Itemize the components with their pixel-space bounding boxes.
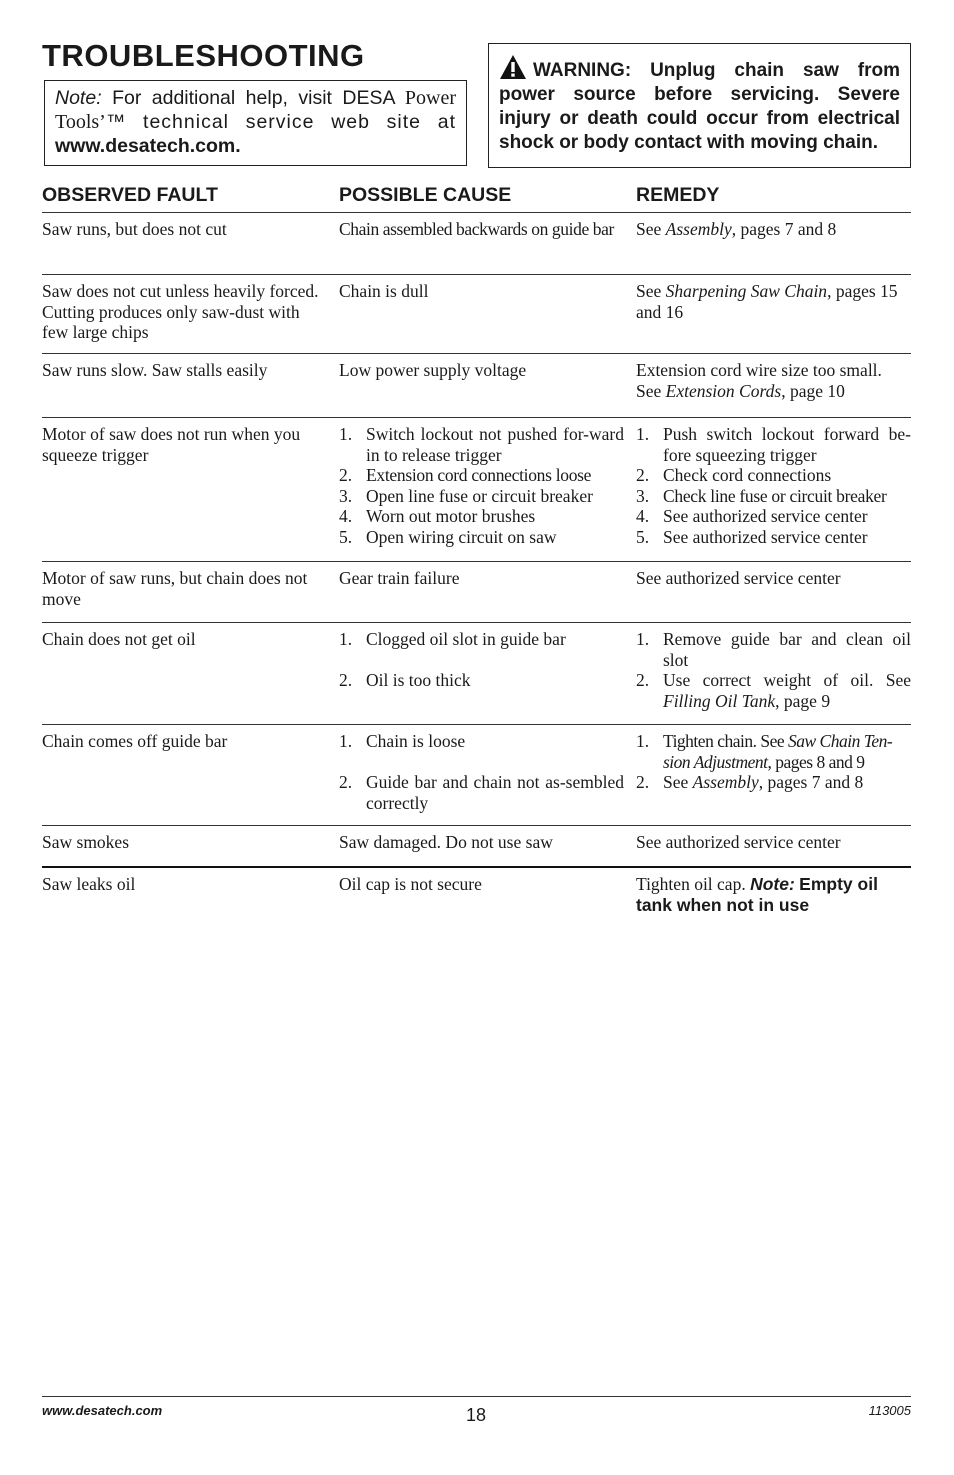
footer-divider bbox=[42, 1396, 911, 1397]
header-possible-cause: POSSIBLE CAUSE bbox=[339, 184, 512, 206]
list-item: 1. Remove guide bar and clean oil slot bbox=[636, 629, 911, 670]
list-item: 5. See authorized service center bbox=[636, 526, 868, 547]
warning-box bbox=[488, 43, 911, 168]
list-item: 2. Use correct weight of oil. See Filling Oil Tank, page 9 bbox=[636, 670, 911, 711]
help-note-box bbox=[44, 80, 467, 166]
list-item: 2. Guide bar and chain not as-sembled correctly bbox=[339, 772, 624, 813]
table-row bbox=[42, 868, 911, 920]
note-brand: Power Tools’ bbox=[55, 87, 457, 133]
table-row bbox=[42, 213, 911, 275]
cause-cell bbox=[339, 629, 636, 724]
table-header-row bbox=[42, 178, 911, 213]
warning-text: WARNING: Unplug chain saw from power source before servicing. Severe injury or death could occur from electrical shock or body contact with moving chain. bbox=[499, 60, 900, 153]
table-row bbox=[42, 275, 911, 354]
table-row bbox=[42, 562, 911, 623]
table-row bbox=[42, 354, 911, 418]
remedy-cell: See Assembly, pages 7 and 8 bbox=[636, 219, 837, 239]
troubleshooting-table bbox=[42, 178, 911, 920]
page-number: 18 bbox=[466, 1405, 487, 1425]
fault-cell: Motor of saw runs, but chain does not move bbox=[42, 568, 308, 609]
table-row bbox=[42, 623, 911, 725]
cause-cell: Oil cap is not secure bbox=[339, 874, 482, 894]
remedy-cell bbox=[636, 629, 911, 724]
warning-triangle-icon bbox=[499, 54, 527, 80]
list-item: 4. Worn out motor brushes bbox=[339, 506, 536, 526]
cause-cell: Chain assembled backwards on guide bar bbox=[339, 219, 614, 239]
fault-cell: Saw leaks oil bbox=[42, 874, 136, 894]
list-item: 5. Open wiring circuit on saw bbox=[339, 526, 557, 547]
note-text-after: ™ technical service web site at bbox=[105, 111, 456, 133]
list-item: 2. Check cord connections bbox=[636, 465, 832, 485]
list-item: 1. Switch lockout not pushed for-ward in to release trigger bbox=[339, 424, 624, 465]
list-item: 2. Oil is too thick bbox=[339, 670, 471, 690]
list-item: 1. Chain is loose bbox=[339, 731, 466, 751]
header-remedy: REMEDY bbox=[636, 184, 720, 206]
header-observed-fault: OBSERVED FAULT bbox=[42, 184, 218, 206]
list-item: 3. Open line fuse or circuit breaker bbox=[339, 485, 593, 506]
cause-cell bbox=[339, 731, 636, 825]
fault-cell: Chain comes off guide bar bbox=[42, 731, 228, 751]
cause-cell: Saw damaged. Do not use saw bbox=[339, 832, 553, 852]
remedy-cell bbox=[636, 731, 911, 825]
list-item: 1. Clogged oil slot in guide bar bbox=[339, 629, 566, 649]
remedy-cell: See Sharpening Saw Chain, pages 15 and 16 bbox=[636, 281, 898, 322]
list-item: 3. Check line fuse or circuit breaker bbox=[636, 485, 887, 506]
document-number: 113005 bbox=[868, 1403, 911, 1418]
fault-cell: Saw runs, but does not cut bbox=[42, 219, 227, 239]
table-row bbox=[42, 725, 911, 826]
fault-cell: Saw runs slow. Saw stalls easily bbox=[42, 360, 268, 380]
list-item: 2. Extension cord connections loose bbox=[339, 465, 592, 485]
table-row bbox=[42, 418, 911, 562]
remedy-cell: See authorized service center bbox=[636, 568, 841, 588]
list-item: 1. Push switch lockout forward be-fore squeezing trigger bbox=[636, 424, 911, 465]
note-text: For additional help, visit DESA bbox=[112, 87, 395, 109]
fault-cell: Chain does not get oil bbox=[42, 629, 196, 649]
remedy-cell bbox=[636, 424, 911, 561]
list-item: 2. See Assembly, pages 7 and 8 bbox=[636, 772, 864, 792]
cause-cell: Chain is dull bbox=[339, 281, 429, 301]
service-website-link[interactable]: www.desatech.com. bbox=[55, 135, 241, 157]
remedy-cell: See authorized service center bbox=[636, 832, 841, 852]
cause-cell: Gear train failure bbox=[339, 568, 460, 588]
remedy-cell: Tighten oil cap. Note: Empty oil tank when not in use bbox=[636, 874, 878, 915]
fault-cell: Motor of saw does not run when you squeeze trigger bbox=[42, 424, 301, 465]
page-title: TROUBLESHOOTING bbox=[42, 38, 365, 73]
list-item: 4. See authorized service center bbox=[636, 506, 868, 526]
footer-website-link[interactable]: www.desatech.com bbox=[42, 1403, 163, 1418]
list-item: 1. Tighten chain. See Saw Chain Ten-sion Adjustment, pages 8 and 9 bbox=[636, 731, 893, 772]
remedy-cell: Extension cord wire size too small. See Extension Cords, page 10 bbox=[636, 360, 882, 401]
table-row bbox=[42, 826, 911, 868]
note-label: Note: bbox=[55, 87, 102, 109]
cause-cell: Low power supply voltage bbox=[339, 360, 527, 380]
fault-cell: Saw smokes bbox=[42, 832, 130, 852]
cause-cell bbox=[339, 424, 636, 561]
fault-cell: Saw does not cut unless heavily forced. Cutting produces only saw-dust with few large chips bbox=[42, 281, 319, 342]
